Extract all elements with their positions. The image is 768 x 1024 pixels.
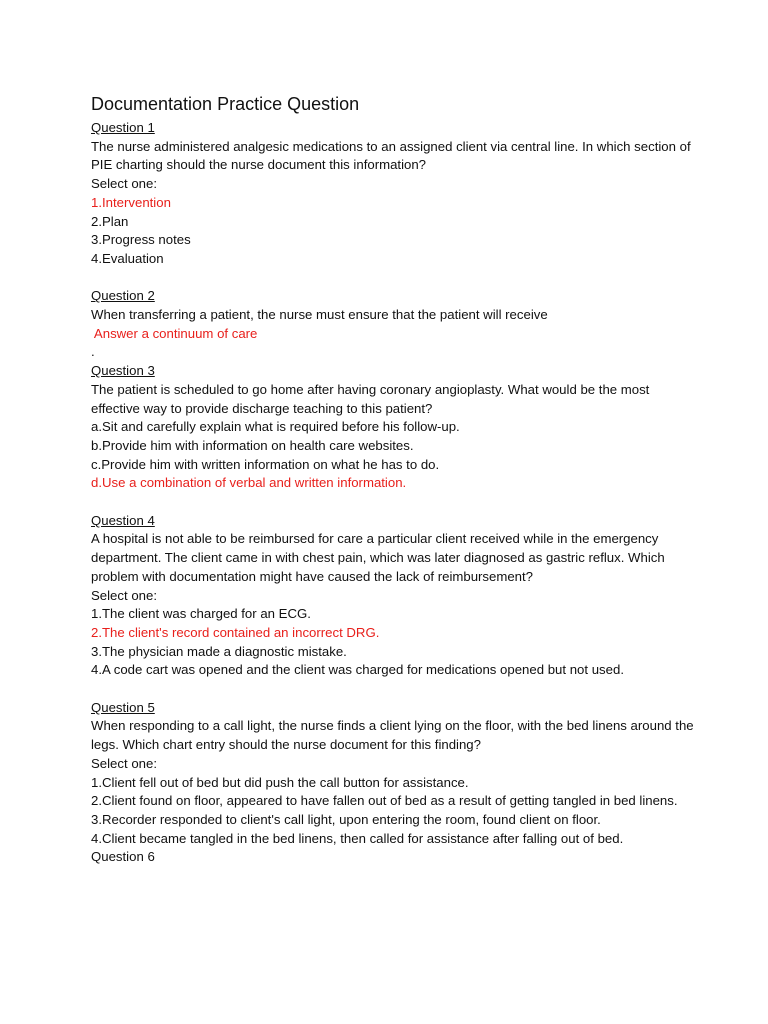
question-4-option-4: 4.A code cart was opened and the client was charged for medications opened but not used. — [91, 662, 624, 678]
question-1-option-2: 2.Plan — [91, 213, 129, 229]
question-2 — [91, 287, 698, 362]
question-4-heading: Question 4 — [91, 512, 155, 528]
question-5-select-label: Select one: — [91, 755, 157, 771]
question-2-answer: Answer a continuum of care — [91, 325, 258, 341]
question-6 — [91, 848, 698, 867]
question-1-heading: Question 1 — [91, 120, 155, 135]
question-5-option-2: 2.Client found on floor, appeared to have fallen out of bed as a result of getting tangled in bed linens. — [91, 793, 678, 809]
question-3 — [91, 362, 698, 493]
question-5-option-3: 3.Recorder responded to client's call light, upon entering the room, found client on floor. — [91, 811, 601, 827]
page-title: Documentation Practice Question — [91, 94, 360, 114]
question-5 — [91, 699, 698, 849]
question-5-option-1: 1.Client fell out of bed but did push the call button for assistance. — [91, 774, 469, 790]
question-4-option-3: 3.The physician made a diagnostic mistake. — [91, 643, 347, 659]
question-4-option-2-correct: 2.The client's record contained an incorrect DRG. — [91, 624, 380, 640]
question-1-select-label: Select one: — [91, 176, 157, 192]
question-1-option-3: 3.Progress notes — [91, 232, 191, 248]
question-3-option-c: c.Provide him with written information on what he has to do. — [91, 456, 440, 472]
question-2-trailing-mark: . — [91, 344, 95, 360]
question-4 — [91, 512, 698, 680]
question-1 — [91, 119, 698, 269]
spacer — [91, 493, 698, 512]
question-4-select-label: Select one: — [91, 587, 157, 603]
question-5-heading: Question 5 — [91, 699, 155, 715]
question-1-option-1-correct: 1.Intervention — [91, 194, 171, 210]
question-3-text: The patient is scheduled to go home after having coronary angioplasty. What would be the most effective way to provide discharge teaching to this patient? — [91, 381, 650, 416]
question-3-heading: Question 3 — [91, 363, 155, 379]
spacer — [91, 680, 698, 699]
question-3-option-b: b.Provide him with information on health care websites. — [91, 437, 414, 453]
question-1-option-4: 4.Evaluation — [91, 250, 164, 266]
question-3-option-d-correct: d.Use a combination of verbal and written information. — [91, 475, 407, 491]
question-3-option-a: a.Sit and carefully explain what is required before his follow-up. — [91, 419, 460, 435]
question-2-text: When transferring a patient, the nurse must ensure that the patient will receive — [91, 307, 548, 323]
question-4-option-1: 1.The client was charged for an ECG. — [91, 606, 311, 622]
question-5-text: When responding to a call light, the nurse finds a client lying on the floor, with the bed linens around the legs. Which chart entry should the nurse document for this finding? — [91, 718, 694, 753]
question-5-option-4: 4.Client became tangled in the bed linens, then called for assistance after falling out of bed. — [91, 830, 624, 846]
spacer — [91, 269, 698, 288]
question-4-text: A hospital is not able to be reimbursed for care a particular client received while in the emergency department. The client came in with chest pain, which was later diagnosed as gastric reflux. Which problem with documentation might have caused the lack of reimbursement? — [91, 531, 665, 584]
question-2-heading: Question 2 — [91, 288, 155, 304]
question-6-heading: Question 6 — [91, 849, 155, 865]
question-1-text: The nurse administered analgesic medications to an assigned client via central line. In which section of PIE charting should the nurse document this information? — [91, 138, 691, 173]
